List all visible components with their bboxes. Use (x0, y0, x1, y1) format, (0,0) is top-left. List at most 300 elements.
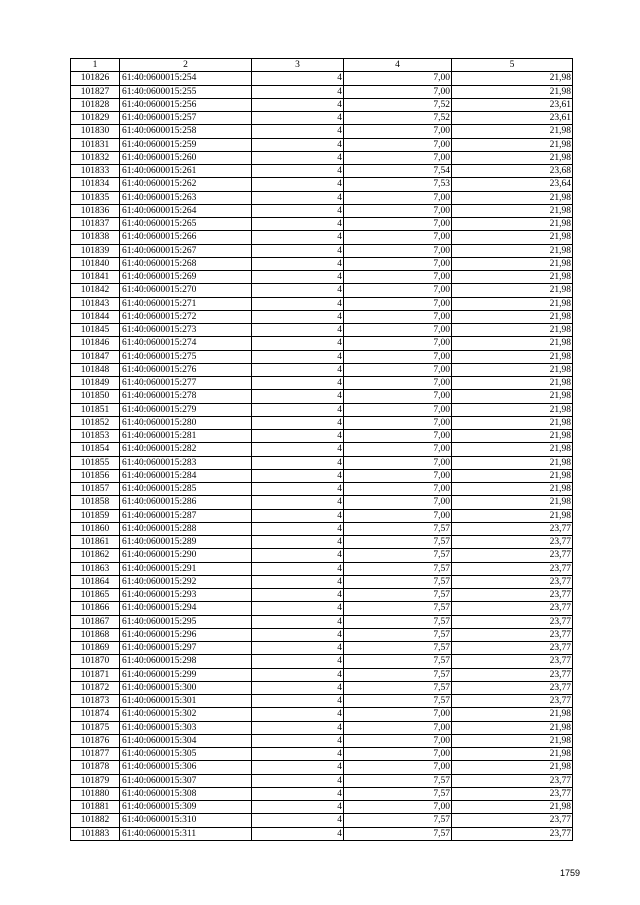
table-cell: 4 (252, 655, 344, 668)
table-cell: 101863 (71, 562, 120, 575)
table-cell: 21,98 (452, 734, 573, 747)
table-cell: 23,77 (452, 774, 573, 787)
table-cell: 21,98 (452, 218, 573, 231)
table-row (71, 337, 573, 350)
table-cell: 4 (252, 430, 344, 443)
table-cell: 7,00 (344, 509, 452, 522)
table-row (71, 125, 573, 138)
table-cell: 4 (252, 337, 344, 350)
table-cell: 101828 (71, 98, 120, 111)
table-cell: 61:40:0600015:307 (120, 774, 252, 787)
table-cell: 23,61 (452, 98, 573, 111)
table-cell: 61:40:0600015:271 (120, 297, 252, 310)
table-cell: 7,57 (344, 655, 452, 668)
table-cell: 4 (252, 363, 344, 376)
table-row (71, 310, 573, 323)
table-cell: 4 (252, 668, 344, 681)
table-cell: 21,98 (452, 403, 573, 416)
table-row (71, 761, 573, 774)
column-header: 4 (344, 59, 452, 72)
table-cell: 61:40:0600015:293 (120, 589, 252, 602)
table-cell: 101847 (71, 350, 120, 363)
table-row (71, 509, 573, 522)
table-cell: 101873 (71, 695, 120, 708)
table-cell: 4 (252, 112, 344, 125)
table-row (71, 801, 573, 814)
table-cell: 7,00 (344, 483, 452, 496)
table-row (71, 178, 573, 191)
table-row (71, 695, 573, 708)
table-cell: 23,77 (452, 681, 573, 694)
table-cell: 4 (252, 589, 344, 602)
table-cell: 101836 (71, 204, 120, 217)
table-cell: 21,98 (452, 483, 573, 496)
table-cell: 101844 (71, 310, 120, 323)
table-cell: 7,57 (344, 589, 452, 602)
table-cell: 21,98 (452, 324, 573, 337)
table-cell: 7,00 (344, 708, 452, 721)
column-header: 2 (120, 59, 252, 72)
table-row (71, 138, 573, 151)
table-cell: 21,98 (452, 748, 573, 761)
table-cell: 7,00 (344, 151, 452, 164)
table-cell: 61:40:0600015:300 (120, 681, 252, 694)
table-cell: 101859 (71, 509, 120, 522)
table-cell: 101870 (71, 655, 120, 668)
table-cell: 4 (252, 138, 344, 151)
table-cell: 21,98 (452, 138, 573, 151)
table-cell: 61:40:0600015:272 (120, 310, 252, 323)
table-cell: 21,98 (452, 430, 573, 443)
table-cell: 61:40:0600015:304 (120, 734, 252, 747)
table-cell: 7,57 (344, 668, 452, 681)
table-row (71, 827, 573, 840)
table-cell: 101861 (71, 536, 120, 549)
table-cell: 101851 (71, 403, 120, 416)
table-cell: 21,98 (452, 85, 573, 98)
table-cell: 101829 (71, 112, 120, 125)
table-cell: 4 (252, 178, 344, 191)
table-cell: 61:40:0600015:273 (120, 324, 252, 337)
table-cell: 23,77 (452, 536, 573, 549)
table-cell: 101883 (71, 827, 120, 840)
table-cell: 4 (252, 350, 344, 363)
table-cell: 61:40:0600015:288 (120, 522, 252, 535)
table-cell: 61:40:0600015:261 (120, 165, 252, 178)
table-cell: 101826 (71, 72, 120, 85)
table-cell: 7,00 (344, 244, 452, 257)
table-cell: 101867 (71, 615, 120, 628)
table-cell: 61:40:0600015:255 (120, 85, 252, 98)
table-cell: 4 (252, 125, 344, 138)
table-cell: 4 (252, 536, 344, 549)
table-cell: 61:40:0600015:257 (120, 112, 252, 125)
table-cell: 4 (252, 575, 344, 588)
table-cell: 23,77 (452, 549, 573, 562)
table-cell: 7,00 (344, 430, 452, 443)
table-cell: 61:40:0600015:292 (120, 575, 252, 588)
table-cell: 4 (252, 443, 344, 456)
table-cell: 7,57 (344, 642, 452, 655)
table-cell: 61:40:0600015:279 (120, 403, 252, 416)
table-cell: 101875 (71, 721, 120, 734)
column-header: 1 (71, 59, 120, 72)
table-cell: 61:40:0600015:258 (120, 125, 252, 138)
table-row (71, 562, 573, 575)
table-cell: 61:40:0600015:302 (120, 708, 252, 721)
table-cell: 7,52 (344, 112, 452, 125)
table-cell: 21,98 (452, 204, 573, 217)
table-cell: 101856 (71, 469, 120, 482)
table-cell: 101876 (71, 734, 120, 747)
table-row (71, 496, 573, 509)
table-cell: 4 (252, 708, 344, 721)
table-cell: 7,00 (344, 469, 452, 482)
table-cell: 61:40:0600015:256 (120, 98, 252, 111)
table-row (71, 456, 573, 469)
table-cell: 101830 (71, 125, 120, 138)
table-cell: 4 (252, 151, 344, 164)
table-cell: 101881 (71, 801, 120, 814)
table-cell: 7,00 (344, 257, 452, 270)
table-cell: 61:40:0600015:270 (120, 284, 252, 297)
table-cell: 21,98 (452, 721, 573, 734)
table-cell: 101865 (71, 589, 120, 602)
table-cell: 7,00 (344, 284, 452, 297)
table-cell: 23,77 (452, 655, 573, 668)
table-row (71, 721, 573, 734)
table-row (71, 748, 573, 761)
table-cell: 21,98 (452, 416, 573, 429)
table-cell: 23,77 (452, 628, 573, 641)
table-cell: 7,53 (344, 178, 452, 191)
table-cell: 4 (252, 390, 344, 403)
table-cell: 7,57 (344, 615, 452, 628)
table-cell: 21,98 (452, 231, 573, 244)
table-cell: 23,77 (452, 787, 573, 800)
table-cell: 23,77 (452, 562, 573, 575)
table-row (71, 403, 573, 416)
table-row (71, 377, 573, 390)
table-cell: 7,57 (344, 814, 452, 827)
table-cell: 7,00 (344, 337, 452, 350)
table-cell: 7,52 (344, 98, 452, 111)
table-cell: 4 (252, 615, 344, 628)
table-cell: 7,00 (344, 85, 452, 98)
table-row (71, 814, 573, 827)
table-cell: 61:40:0600015:311 (120, 827, 252, 840)
table-cell: 7,00 (344, 191, 452, 204)
table-cell: 7,00 (344, 761, 452, 774)
table-cell: 101846 (71, 337, 120, 350)
table-cell: 7,00 (344, 377, 452, 390)
table-row (71, 218, 573, 231)
table-row (71, 165, 573, 178)
table-cell: 23,77 (452, 575, 573, 588)
table-cell: 21,98 (452, 801, 573, 814)
table-row (71, 469, 573, 482)
table-cell: 101871 (71, 668, 120, 681)
table-cell: 4 (252, 681, 344, 694)
table-cell: 4 (252, 165, 344, 178)
table-cell: 101877 (71, 748, 120, 761)
table-row (71, 112, 573, 125)
table-cell: 23,61 (452, 112, 573, 125)
table-cell: 101841 (71, 271, 120, 284)
table-cell: 61:40:0600015:266 (120, 231, 252, 244)
table-cell: 101842 (71, 284, 120, 297)
table-cell: 7,57 (344, 522, 452, 535)
table-row (71, 615, 573, 628)
table-cell: 7,57 (344, 536, 452, 549)
table-cell: 21,98 (452, 151, 573, 164)
table-cell: 61:40:0600015:301 (120, 695, 252, 708)
table-cell: 4 (252, 602, 344, 615)
table-cell: 4 (252, 191, 344, 204)
table-cell: 23,77 (452, 695, 573, 708)
table-cell: 7,00 (344, 363, 452, 376)
table-cell: 101837 (71, 218, 120, 231)
table-row (71, 231, 573, 244)
table-cell: 7,00 (344, 125, 452, 138)
table-cell: 7,00 (344, 390, 452, 403)
table-cell: 61:40:0600015:260 (120, 151, 252, 164)
table-cell: 61:40:0600015:276 (120, 363, 252, 376)
table-cell: 4 (252, 271, 344, 284)
table-row (71, 271, 573, 284)
table-row (71, 350, 573, 363)
table-row (71, 681, 573, 694)
table-cell: 101845 (71, 324, 120, 337)
table-cell: 61:40:0600015:265 (120, 218, 252, 231)
table-cell: 7,00 (344, 721, 452, 734)
table-row (71, 774, 573, 787)
table-cell: 61:40:0600015:303 (120, 721, 252, 734)
table-cell: 61:40:0600015:295 (120, 615, 252, 628)
table-cell: 7,00 (344, 734, 452, 747)
table-cell: 4 (252, 801, 344, 814)
table-cell: 7,00 (344, 801, 452, 814)
table-row (71, 191, 573, 204)
table-cell: 21,98 (452, 72, 573, 85)
table-cell: 101849 (71, 377, 120, 390)
table-cell: 61:40:0600015:254 (120, 72, 252, 85)
table-cell: 101860 (71, 522, 120, 535)
table-cell: 7,00 (344, 271, 452, 284)
table-cell: 61:40:0600015:306 (120, 761, 252, 774)
table-cell: 4 (252, 483, 344, 496)
table-cell: 23,77 (452, 668, 573, 681)
table-cell: 21,98 (452, 456, 573, 469)
table-cell: 7,54 (344, 165, 452, 178)
table-cell: 101827 (71, 85, 120, 98)
table-cell: 61:40:0600015:289 (120, 536, 252, 549)
table-cell: 4 (252, 204, 344, 217)
table-cell: 4 (252, 827, 344, 840)
table-row (71, 787, 573, 800)
table-cell: 4 (252, 695, 344, 708)
table-cell: 101843 (71, 297, 120, 310)
table-cell: 4 (252, 403, 344, 416)
table-row (71, 589, 573, 602)
table-row (71, 575, 573, 588)
table-cell: 61:40:0600015:263 (120, 191, 252, 204)
table-cell: 23,77 (452, 602, 573, 615)
table-cell: 61:40:0600015:282 (120, 443, 252, 456)
table-cell: 21,98 (452, 337, 573, 350)
table-row (71, 655, 573, 668)
table-cell: 21,98 (452, 257, 573, 270)
table-row (71, 284, 573, 297)
table-cell: 7,00 (344, 310, 452, 323)
table-cell: 4 (252, 310, 344, 323)
table-cell: 4 (252, 72, 344, 85)
table-cell: 21,98 (452, 509, 573, 522)
table-cell: 101838 (71, 231, 120, 244)
table-cell: 4 (252, 748, 344, 761)
table-cell: 61:40:0600015:287 (120, 509, 252, 522)
table-cell: 101858 (71, 496, 120, 509)
table-cell: 23,77 (452, 522, 573, 535)
table-cell: 7,57 (344, 628, 452, 641)
table-cell: 61:40:0600015:310 (120, 814, 252, 827)
table-cell: 23,64 (452, 178, 573, 191)
table-cell: 101864 (71, 575, 120, 588)
table-cell: 4 (252, 456, 344, 469)
table-cell: 4 (252, 549, 344, 562)
table-cell: 21,98 (452, 761, 573, 774)
table-cell: 4 (252, 721, 344, 734)
table-cell: 23,68 (452, 165, 573, 178)
table-cell: 7,00 (344, 403, 452, 416)
table-cell: 61:40:0600015:294 (120, 602, 252, 615)
table-cell: 7,00 (344, 416, 452, 429)
table-cell: 61:40:0600015:267 (120, 244, 252, 257)
table-cell: 101878 (71, 761, 120, 774)
table-cell: 4 (252, 562, 344, 575)
table-row (71, 642, 573, 655)
table-cell: 21,98 (452, 297, 573, 310)
table-cell: 7,00 (344, 456, 452, 469)
table-row (71, 628, 573, 641)
table-cell: 61:40:0600015:291 (120, 562, 252, 575)
table-row (71, 522, 573, 535)
table-cell: 7,00 (344, 231, 452, 244)
table-cell: 21,98 (452, 377, 573, 390)
table-cell: 101832 (71, 151, 120, 164)
table-cell: 101850 (71, 390, 120, 403)
table-row (71, 85, 573, 98)
table-cell: 61:40:0600015:259 (120, 138, 252, 151)
table-cell: 4 (252, 244, 344, 257)
table-cell: 61:40:0600015:275 (120, 350, 252, 363)
table-cell: 61:40:0600015:297 (120, 642, 252, 655)
table-cell: 101868 (71, 628, 120, 641)
table-cell: 101833 (71, 165, 120, 178)
table-cell: 61:40:0600015:284 (120, 469, 252, 482)
table-row (71, 536, 573, 549)
table-cell: 7,00 (344, 138, 452, 151)
table-row (71, 72, 573, 85)
table-cell: 4 (252, 98, 344, 111)
table-cell: 23,77 (452, 615, 573, 628)
table-cell: 7,57 (344, 774, 452, 787)
table-cell: 61:40:0600015:278 (120, 390, 252, 403)
table-row (71, 257, 573, 270)
table-cell: 7,57 (344, 602, 452, 615)
table-cell: 23,77 (452, 589, 573, 602)
table-cell: 21,98 (452, 191, 573, 204)
table-cell: 7,57 (344, 549, 452, 562)
table-cell: 61:40:0600015:290 (120, 549, 252, 562)
column-header: 3 (252, 59, 344, 72)
table-row (71, 668, 573, 681)
table-cell: 61:40:0600015:269 (120, 271, 252, 284)
table-cell: 101854 (71, 443, 120, 456)
table-cell: 4 (252, 416, 344, 429)
table-cell: 4 (252, 496, 344, 509)
table-cell: 4 (252, 377, 344, 390)
table-cell: 21,98 (452, 363, 573, 376)
table-cell: 21,98 (452, 284, 573, 297)
table-cell: 4 (252, 218, 344, 231)
table-cell: 4 (252, 628, 344, 641)
table-cell: 21,98 (452, 271, 573, 284)
table-cell: 61:40:0600015:298 (120, 655, 252, 668)
table-cell: 4 (252, 761, 344, 774)
table-cell: 61:40:0600015:262 (120, 178, 252, 191)
table-cell: 7,57 (344, 562, 452, 575)
table-cell: 7,00 (344, 350, 452, 363)
table-row (71, 708, 573, 721)
table-cell: 4 (252, 231, 344, 244)
table-cell: 4 (252, 469, 344, 482)
table-row (71, 204, 573, 217)
table-row (71, 602, 573, 615)
table-cell: 21,98 (452, 469, 573, 482)
table-cell: 101857 (71, 483, 120, 496)
data-table (70, 58, 573, 841)
table-cell: 21,98 (452, 310, 573, 323)
table-cell: 7,00 (344, 204, 452, 217)
table-row (71, 443, 573, 456)
table-row (71, 390, 573, 403)
table-cell: 61:40:0600015:277 (120, 377, 252, 390)
table-cell: 7,57 (344, 695, 452, 708)
table-cell: 101880 (71, 787, 120, 800)
table-cell: 21,98 (452, 443, 573, 456)
table-cell: 21,98 (452, 125, 573, 138)
column-header: 5 (452, 59, 573, 72)
table-cell: 61:40:0600015:308 (120, 787, 252, 800)
table-cell: 7,57 (344, 827, 452, 840)
table-cell: 101852 (71, 416, 120, 429)
table-cell: 4 (252, 774, 344, 787)
table-cell: 61:40:0600015:280 (120, 416, 252, 429)
table-row (71, 297, 573, 310)
table-cell: 4 (252, 297, 344, 310)
page-number: 1759 (560, 868, 581, 878)
table-cell: 7,00 (344, 218, 452, 231)
table-cell: 4 (252, 257, 344, 270)
table-cell: 21,98 (452, 390, 573, 403)
table-cell: 61:40:0600015:268 (120, 257, 252, 270)
table-cell: 7,00 (344, 324, 452, 337)
table-cell: 101874 (71, 708, 120, 721)
table-row (71, 416, 573, 429)
table-row (71, 324, 573, 337)
table-cell: 61:40:0600015:286 (120, 496, 252, 509)
